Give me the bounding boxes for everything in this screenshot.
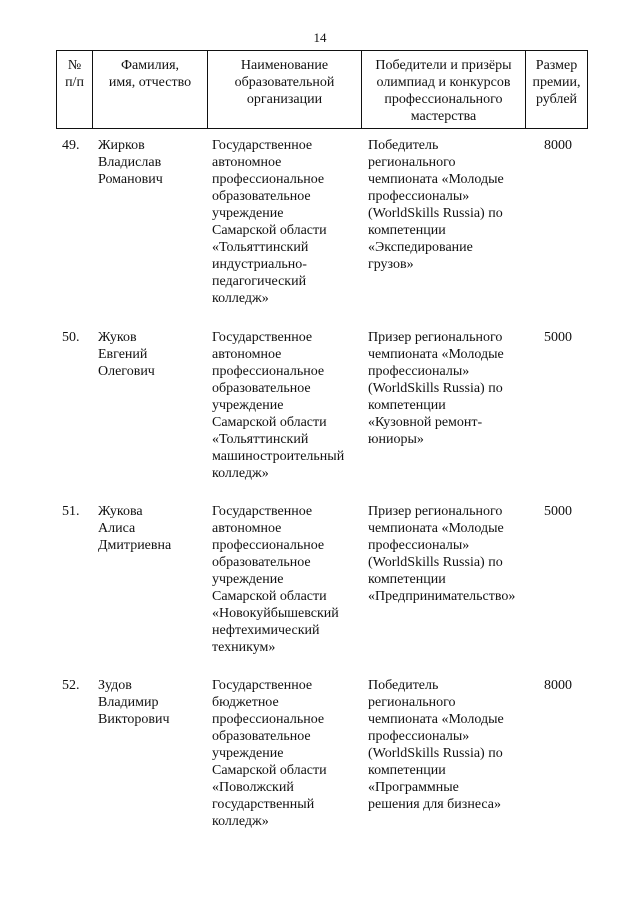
winner-line: профессионалы» (368, 364, 470, 379)
org-line: образовательное (212, 555, 311, 570)
org-line: образовательное (212, 729, 311, 744)
page-number: 14 (313, 30, 327, 45)
org-line: Самарской области (212, 763, 327, 778)
org-line: профессиональное (212, 538, 325, 553)
name-line: Владимир (98, 695, 159, 710)
org-line: «Тольяттинский (212, 432, 309, 447)
org-line: государственный (212, 797, 315, 812)
header-line: Победители и призёры (375, 58, 512, 73)
org-line: учреждение (212, 398, 284, 413)
org-line: колледж» (212, 466, 269, 481)
winner-line: чемпионата «Молодые (368, 172, 504, 187)
org-line: профессиональное (212, 172, 325, 187)
header-line: Размер (535, 58, 578, 73)
winner-line: компетенции (368, 223, 446, 238)
org-line: учреждение (212, 572, 284, 587)
winner-line: Победитель (368, 138, 439, 153)
org-line: «Поволжский (212, 780, 294, 795)
name-line: Владислав (98, 155, 162, 170)
prize-amount: 8000 (544, 678, 572, 693)
header-line: премии, (532, 75, 581, 90)
header-line: организации (246, 92, 323, 107)
header-line: п/п (65, 75, 84, 90)
org-line: колледж» (212, 291, 269, 306)
org-line: «Новокуйбышевский (212, 606, 339, 621)
winner-line: «Предпринимательство» (368, 589, 516, 604)
row-number: 51. (62, 504, 80, 519)
header-organization (208, 51, 362, 129)
header-line: олимпиад и конкурсов (376, 75, 511, 90)
winner-line: (WorldSkills Russia) по (368, 746, 503, 761)
name-line: Жукова (98, 504, 143, 519)
org-line: Государственное (212, 678, 313, 693)
name-line: Викторович (98, 712, 170, 727)
header-number (57, 51, 93, 129)
winner-description (368, 329, 528, 448)
table-row (56, 503, 587, 677)
person-name (98, 677, 206, 728)
prize-amount: 8000 (544, 138, 572, 153)
winner-description (368, 677, 528, 813)
org-line: Самарской области (212, 223, 327, 238)
winner-line: Призер регионального (368, 504, 503, 519)
table-row (56, 677, 587, 837)
org-line: Государственное (212, 330, 313, 345)
organization (212, 677, 362, 830)
winner-line: компетенции (368, 398, 446, 413)
header-line: рублей (535, 92, 578, 107)
org-line: Государственное (212, 138, 313, 153)
winner-line: профессионалы» (368, 538, 470, 553)
header-line: № (67, 58, 82, 73)
winner-line: (WorldSkills Russia) по (368, 381, 503, 396)
org-line: техникум» (212, 640, 276, 655)
header-line: мастерства (410, 109, 477, 124)
winner-line: Победитель (368, 678, 439, 693)
winner-description (368, 503, 528, 605)
table-row (56, 137, 587, 329)
org-line: профессиональное (212, 712, 325, 727)
table-header (56, 50, 588, 129)
header-line: Фамилия, (120, 58, 180, 73)
winner-line: профессионалы» (368, 189, 470, 204)
winner-line: решения для бизнеса» (368, 797, 501, 812)
name-line: Жирков (98, 138, 145, 153)
org-line: педагогический (212, 274, 307, 289)
person-name (98, 503, 206, 554)
table-body (56, 137, 587, 837)
winner-line: юниоры» (368, 432, 424, 447)
org-line: автономное (212, 347, 282, 362)
winner-line: компетенции (368, 763, 446, 778)
winner-line: регионального (368, 695, 456, 710)
org-line: образовательное (212, 189, 311, 204)
winner-line: профессионалы» (368, 729, 470, 744)
org-line: учреждение (212, 206, 284, 221)
winner-line: чемпионата «Молодые (368, 347, 504, 362)
org-line: машиностроительный (212, 449, 345, 464)
winner-description (368, 137, 528, 273)
organization (212, 329, 362, 482)
row-number: 50. (62, 330, 80, 345)
org-line: учреждение (212, 746, 284, 761)
name-line: Дмитриевна (98, 538, 172, 553)
prize-amount: 5000 (544, 330, 572, 345)
winner-line: Призер регионального (368, 330, 503, 345)
winner-line: (WorldSkills Russia) по (368, 206, 503, 221)
winner-line: (WorldSkills Russia) по (368, 555, 503, 570)
person-name (98, 329, 206, 380)
name-line: Алиса (98, 521, 136, 536)
row-number: 49. (62, 138, 80, 153)
winner-line: чемпионата «Молодые (368, 521, 504, 536)
org-line: автономное (212, 155, 282, 170)
org-line: профессиональное (212, 364, 325, 379)
header-line: профессионального (384, 92, 503, 107)
org-line: бюджетное (212, 695, 279, 710)
organization (212, 137, 362, 307)
header-winners (362, 51, 526, 129)
header-prize (526, 51, 588, 129)
org-line: Самарской области (212, 589, 327, 604)
name-line: Евгений (98, 347, 148, 362)
winner-line: регионального (368, 155, 456, 170)
org-line: образовательное (212, 381, 311, 396)
header-line: Наименование (240, 58, 329, 73)
prize-amount: 5000 (544, 504, 572, 519)
name-line: Жуков (98, 330, 137, 345)
winner-line: «Экспедирование (368, 240, 473, 255)
header-line: имя, отчество (108, 75, 192, 90)
name-line: Зудов (98, 678, 132, 693)
winner-line: компетенции (368, 572, 446, 587)
org-line: колледж» (212, 814, 269, 829)
person-name (98, 137, 206, 188)
winner-line: «Кузовной ремонт- (368, 415, 483, 430)
winner-line: «Программные (368, 780, 459, 795)
org-line: «Тольяттинский (212, 240, 309, 255)
org-line: нефтехимический (212, 623, 320, 638)
org-line: Государственное (212, 504, 313, 519)
header-line: образовательной (234, 75, 335, 90)
organization (212, 503, 362, 656)
header-full-name (93, 51, 208, 129)
winner-line: грузов» (368, 257, 414, 272)
name-line: Олегович (98, 364, 155, 379)
winner-line: чемпионата «Молодые (368, 712, 504, 727)
org-line: Самарской области (212, 415, 327, 430)
org-line: индустриально- (212, 257, 307, 272)
org-line: автономное (212, 521, 282, 536)
table-row (56, 329, 587, 503)
row-number: 52. (62, 678, 80, 693)
name-line: Романович (98, 172, 163, 187)
